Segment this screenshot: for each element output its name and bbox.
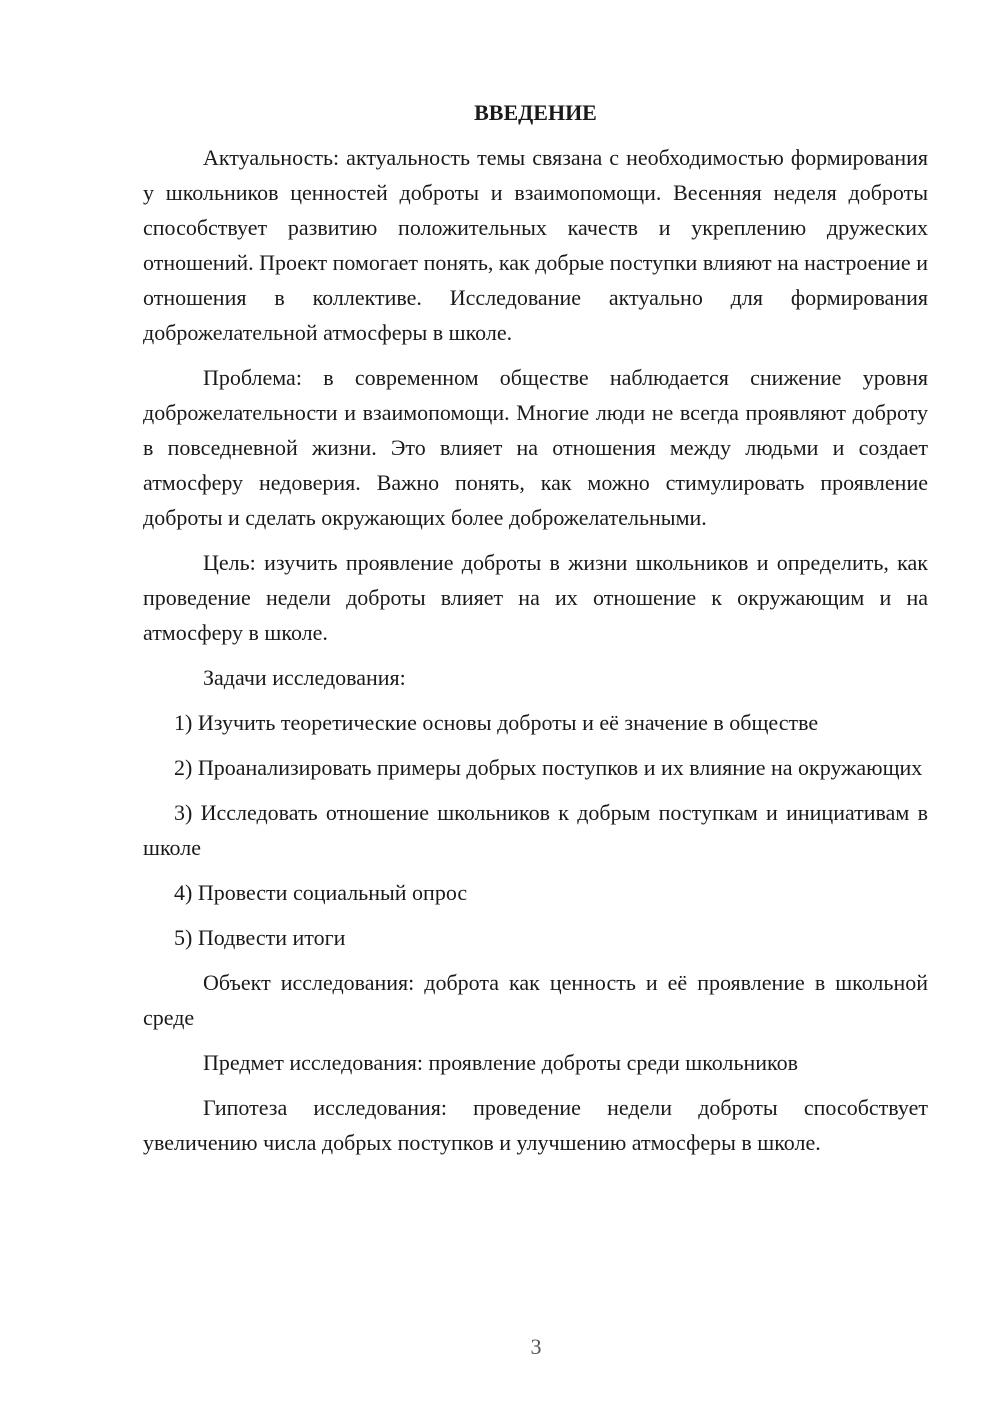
- subject-paragraph: Предмет исследования: проявление доброты среди школьников: [203, 1050, 799, 1075]
- page-content: [143, 95, 928, 1170]
- page-title: ВВЕДЕНИЕ: [474, 100, 597, 125]
- task-item: 2) Проанализировать примеры добрых поступков и их влияние на окружающих: [174, 755, 923, 780]
- object-paragraph: Объект исследования: доброта как ценность и её проявление в школьной среде: [143, 970, 928, 1030]
- task-item: 3) Исследовать отношение школьников к добрым поступкам и инициативам в школе: [143, 800, 928, 860]
- task-item: 5) Подвести итоги: [174, 925, 346, 950]
- hypothesis-paragraph: Гипотеза исследования: проведение недели доброты способствует увеличению числа добрых поступков и улучшению атмосферы в школе.: [143, 1095, 928, 1155]
- page-number: 3: [530, 1334, 542, 1359]
- goal-paragraph: Цель: изучить проявление доброты в жизни школьников и определить, как проведение недели доброты влияет на их отношение к окружающим и на атмосферу в школе.: [143, 550, 928, 645]
- relevance-paragraph: Актуальность: актуальность темы связана с необходимостью формирования у школьников ценностей доброты и взаимопомощи. Весенняя неделя доброты способствует развитию положительных качеств и укреплению дружеских отношений. Проект помогает понять, как добрые поступки влияют на настроение и отношения в коллективе. Исследование актуально для формирования доброжелательной атмосферы в школе.: [143, 145, 928, 345]
- task-item: 4) Провести социальный опрос: [174, 880, 468, 905]
- problem-paragraph: Проблема: в современном обществе наблюдается снижение уровня доброжелательности и взаимопомощи. Многие люди не всегда проявляют доброту в повседневной жизни. Это влияет на отношения между людьми и создает атмосферу недоверия. Важно понять, как можно стимулировать проявление доброты и сделать окружающих более доброжелательными.: [143, 365, 928, 530]
- task-item: 1) Изучить теоретические основы доброты и её значение в обществе: [174, 710, 819, 735]
- tasks-heading: Задачи исследования:: [203, 665, 406, 690]
